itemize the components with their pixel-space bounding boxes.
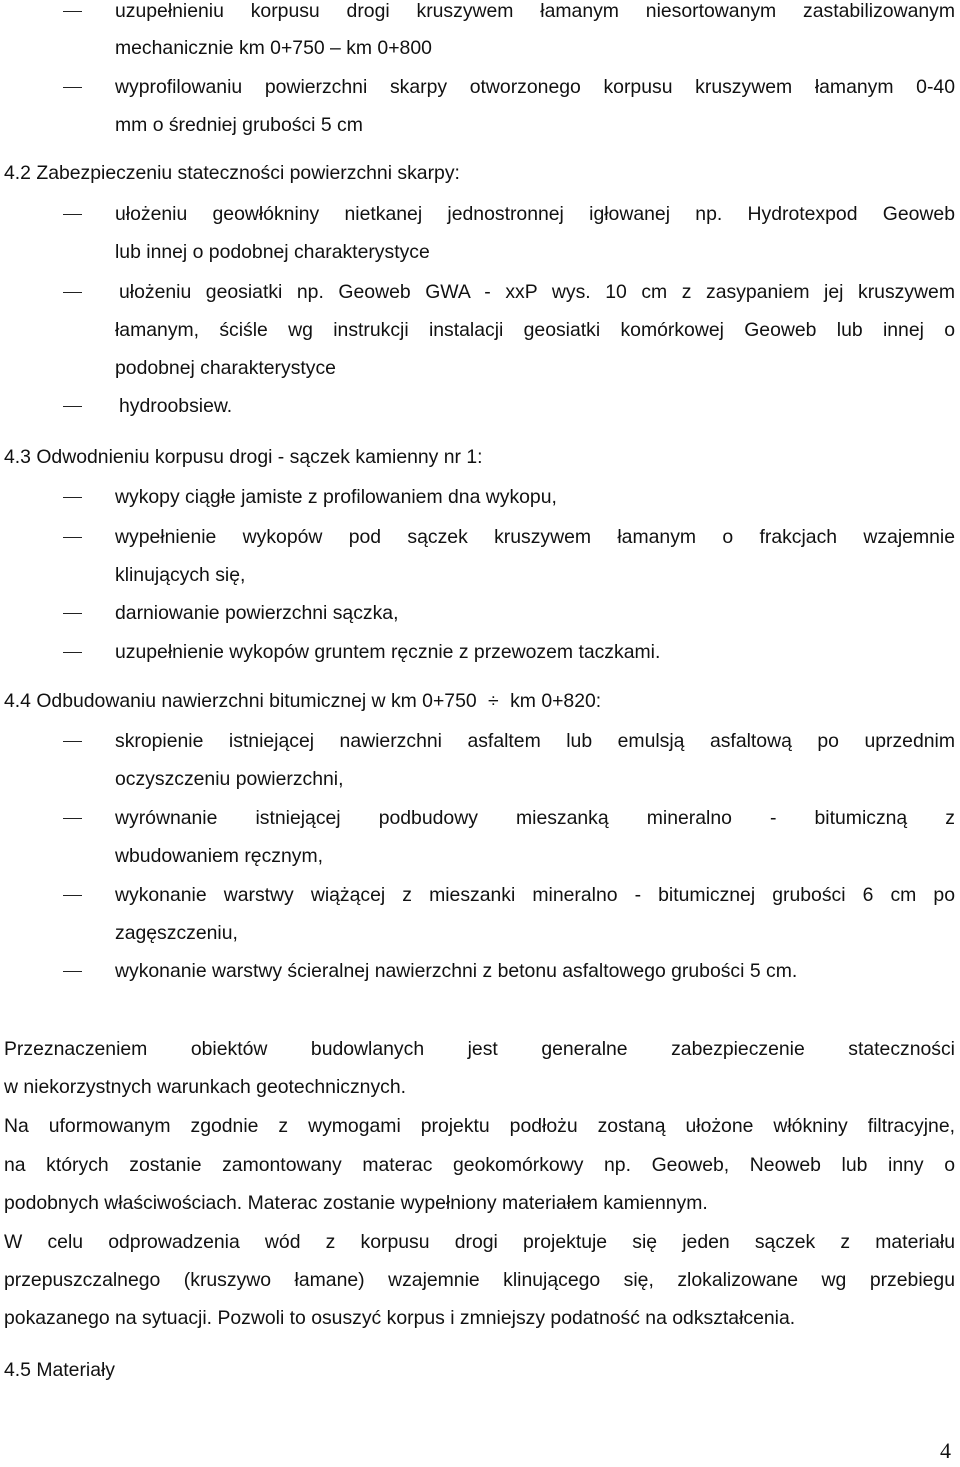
paragraph-line: na których zostanie zamontowany materac geokomórkowy np. Geoweb, Neoweb lub inny o	[4, 1154, 955, 1176]
list-dash	[63, 406, 82, 407]
list-dash	[63, 613, 82, 614]
section-heading-text: 4.4 Odbudowaniu nawierzchni bitumicznej w km 0+750	[4, 690, 477, 712]
section-heading-4-5: 4.5 Materiały	[4, 1359, 116, 1381]
paragraph-line: W celu odprowadzenia wód z korpusu drogi projektuje się jeden sączek z materiału	[4, 1231, 955, 1253]
list-item-text: mechanicznie km 0+750 – km 0+800	[115, 37, 432, 59]
list-dash	[63, 497, 82, 498]
list-item-text: uzupełnienie wykopów gruntem ręcznie z przewozem taczkami.	[115, 641, 661, 663]
list-item-text: uzupełnieniu korpusu drogi kruszywem łamanym niesortowanym zastabilizowanym	[115, 0, 955, 22]
page-number: 4	[940, 1438, 951, 1463]
list-item-text: wypełnienie wykopów pod sączek kruszywem łamanym o frakcjach wzajemnie	[115, 526, 955, 548]
list-item-text: skropienie istniejącej nawierzchni asfaltem lub emulsją asfaltową po uprzednim	[115, 730, 955, 752]
paragraph-line: Przeznaczeniem obiektów budowlanych jest generalne zabezpieczenie stateczności	[4, 1038, 955, 1060]
list-dash	[63, 971, 82, 972]
division-sign-icon: ÷	[488, 690, 499, 712]
list-item-text: wykopy ciągłe jamiste z profilowaniem dna wykopu,	[115, 486, 557, 508]
section-heading-text: km 0+820:	[510, 690, 602, 712]
list-item-text: lub innej o podobnej charakterystyce	[115, 241, 430, 263]
list-item-text: oczyszczeniu powierzchni,	[115, 768, 344, 790]
list-item-text: wykonanie warstwy ścieralnej nawierzchni z betonu asfaltowego grubości 5 cm.	[115, 960, 798, 982]
list-item-text: wbudowaniem ręcznym,	[115, 845, 323, 867]
list-item-text: klinujących się,	[115, 564, 246, 586]
list-item-text: darniowanie powierzchni sączka,	[115, 602, 399, 624]
list-dash	[63, 87, 82, 88]
list-dash	[63, 818, 82, 819]
list-item-text: hydroobsiew.	[119, 395, 233, 417]
list-item-text: wykonanie warstwy wiążącej z mieszanki mineralno - bitumicznej grubości 6 cm po	[115, 884, 955, 906]
list-item-text: ułożeniu geosiatki np. Geoweb GWA - xxP wys. 10 cm z zasypaniem jej kruszywem	[119, 281, 955, 303]
list-item-text: wyprofilowaniu powierzchni skarpy otworzonego korpusu kruszywem łamanym 0-40	[115, 76, 955, 98]
paragraph-line: podobnych właściwościach. Materac zostanie wypełniony materiałem kamiennym.	[4, 1192, 708, 1214]
list-item-text: zagęszczeniu,	[115, 922, 238, 944]
list-dash	[63, 895, 82, 896]
list-dash	[63, 214, 82, 215]
list-dash	[63, 11, 82, 12]
section-heading-4-4	[4, 690, 601, 712]
list-dash	[63, 652, 82, 653]
section-heading-4-2: 4.2 Zabezpieczeniu stateczności powierzchni skarpy:	[4, 162, 460, 184]
list-dash	[63, 741, 82, 742]
list-item-text: mm o średniej grubości 5 cm	[115, 114, 363, 136]
list-item-text: wyrównanie istniejącej podbudowy mieszanką mineralno - bitumiczną z	[115, 807, 955, 829]
list-dash	[63, 537, 82, 538]
list-item-text: łamanym, ściśle wg instrukcji instalacji geosiatki komórkowej Geoweb lub innej o	[115, 319, 955, 341]
paragraph-line: Na uformowanym zgodnie z wymogami projektu podłożu zostaną ułożone włókniny filtracyjne,	[4, 1115, 955, 1137]
paragraph-line: pokazanego na sytuacji. Pozwoli to osuszyć korpus i zmniejszy podatność na odkształcenia.	[4, 1307, 796, 1329]
list-dash	[63, 292, 82, 293]
paragraph-line: przepuszczalnego (kruszywo łamane) wzajemnie klinującego się, zlokalizowane wg przebiegu	[4, 1269, 955, 1291]
paragraph-line: w niekorzystnych warunkach geotechnicznych.	[4, 1076, 407, 1098]
list-item-text: ułożeniu geowłókniny nietkanej jednostronnej igłowanej np. Hydrotexpod Geoweb	[115, 203, 955, 225]
section-heading-4-3: 4.3 Odwodnieniu korpusu drogi - sączek kamienny nr 1:	[4, 446, 483, 468]
list-item-text: podobnej charakterystyce	[115, 357, 336, 379]
